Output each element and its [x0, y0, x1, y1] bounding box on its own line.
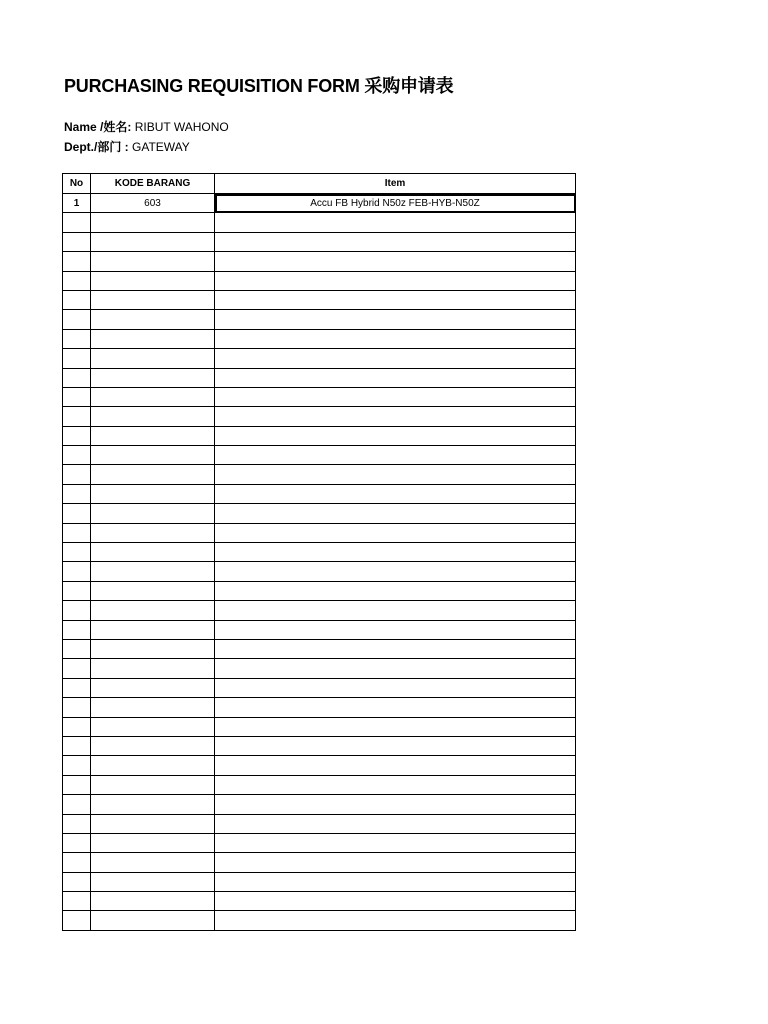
row-kode-cell[interactable]: [91, 581, 215, 600]
table-row[interactable]: [63, 756, 576, 775]
header-kode-barang: KODE BARANG: [91, 174, 215, 194]
row-kode-cell[interactable]: [91, 736, 215, 755]
row-kode-cell[interactable]: [91, 523, 215, 542]
row-no-cell[interactable]: [63, 872, 91, 891]
table-row[interactable]: [63, 814, 576, 833]
row-kode-cell[interactable]: [91, 911, 215, 930]
table-row[interactable]: [63, 446, 576, 465]
row-item-cell[interactable]: [215, 620, 576, 639]
row-kode-cell[interactable]: [91, 484, 215, 503]
table-row[interactable]: [63, 426, 576, 445]
row-no-cell[interactable]: [63, 290, 91, 309]
row-item-cell[interactable]: [215, 446, 576, 465]
table-row[interactable]: [63, 639, 576, 658]
row-kode-cell[interactable]: [91, 465, 215, 484]
row-item-cell[interactable]: [215, 504, 576, 523]
row-kode-cell[interactable]: [91, 543, 215, 562]
row-item-cell[interactable]: [215, 911, 576, 930]
row-kode-cell[interactable]: [91, 329, 215, 348]
table-row[interactable]: [63, 232, 576, 251]
row-item-cell[interactable]: [215, 271, 576, 290]
row-item-cell[interactable]: [215, 814, 576, 833]
row-item-cell[interactable]: [215, 853, 576, 872]
row-kode-cell[interactable]: [91, 387, 215, 406]
row-no-cell[interactable]: 1: [63, 194, 91, 213]
requester-name-line: [64, 118, 229, 135]
row-item-cell[interactable]: [215, 698, 576, 717]
row-kode-cell[interactable]: [91, 872, 215, 891]
table-row[interactable]: [63, 717, 576, 736]
row-item-cell[interactable]: [215, 213, 576, 232]
row-no-cell[interactable]: [63, 795, 91, 814]
row-no-cell[interactable]: [63, 717, 91, 736]
row-item-cell[interactable]: [215, 407, 576, 426]
row-kode-cell[interactable]: [91, 349, 215, 368]
row-kode-cell[interactable]: [91, 310, 215, 329]
row-no-cell[interactable]: [63, 252, 91, 271]
row-item-cell[interactable]: [215, 659, 576, 678]
row-no-cell[interactable]: [63, 698, 91, 717]
table-row[interactable]: [63, 290, 576, 309]
row-kode-cell[interactable]: [91, 213, 215, 232]
row-kode-cell[interactable]: [91, 290, 215, 309]
row-no-cell[interactable]: [63, 833, 91, 852]
table-row[interactable]: [63, 194, 576, 213]
table-row[interactable]: [63, 601, 576, 620]
row-item-cell[interactable]: [215, 232, 576, 251]
table-row[interactable]: [63, 252, 576, 271]
table-row[interactable]: [63, 349, 576, 368]
row-kode-cell[interactable]: [91, 678, 215, 697]
row-item-cell[interactable]: [215, 601, 576, 620]
row-item-cell[interactable]: [215, 349, 576, 368]
table-row[interactable]: [63, 484, 576, 503]
row-item-cell[interactable]: [215, 387, 576, 406]
table-row[interactable]: [63, 892, 576, 911]
row-no-cell[interactable]: [63, 213, 91, 232]
row-kode-cell[interactable]: [91, 232, 215, 251]
row-no-cell[interactable]: [63, 892, 91, 911]
table-row[interactable]: [63, 678, 576, 697]
row-kode-cell[interactable]: [91, 775, 215, 794]
row-item-cell[interactable]: [215, 795, 576, 814]
row-no-cell[interactable]: [63, 911, 91, 930]
row-item-cell[interactable]: [215, 639, 576, 658]
row-item-cell[interactable]: [215, 756, 576, 775]
row-item-cell[interactable]: [215, 426, 576, 445]
table-row[interactable]: [63, 465, 576, 484]
table-row[interactable]: [63, 368, 576, 387]
row-kode-cell[interactable]: [91, 698, 215, 717]
table-row[interactable]: [63, 523, 576, 542]
row-kode-cell[interactable]: [91, 562, 215, 581]
row-no-cell[interactable]: [63, 639, 91, 658]
row-no-cell[interactable]: [63, 814, 91, 833]
table-row[interactable]: [63, 407, 576, 426]
row-no-cell[interactable]: [63, 407, 91, 426]
table-row[interactable]: [63, 698, 576, 717]
row-item-cell[interactable]: [215, 872, 576, 891]
row-kode-cell[interactable]: [91, 756, 215, 775]
row-no-cell[interactable]: [63, 465, 91, 484]
row-kode-cell[interactable]: [91, 446, 215, 465]
table-row[interactable]: [63, 833, 576, 852]
row-no-cell[interactable]: [63, 581, 91, 600]
row-item-cell[interactable]: [215, 717, 576, 736]
row-no-cell[interactable]: [63, 775, 91, 794]
row-item-cell[interactable]: [215, 562, 576, 581]
row-no-cell[interactable]: [63, 426, 91, 445]
table-row[interactable]: [63, 329, 576, 348]
table-row[interactable]: [63, 504, 576, 523]
row-no-cell[interactable]: [63, 523, 91, 542]
row-kode-cell[interactable]: [91, 271, 215, 290]
row-kode-cell[interactable]: [91, 407, 215, 426]
row-no-cell[interactable]: [63, 543, 91, 562]
row-item-cell[interactable]: [215, 543, 576, 562]
row-kode-cell[interactable]: [91, 892, 215, 911]
header-no: No: [63, 174, 91, 194]
table-row[interactable]: [63, 310, 576, 329]
row-item-cell[interactable]: [215, 736, 576, 755]
row-no-cell[interactable]: [63, 232, 91, 251]
row-no-cell[interactable]: [63, 310, 91, 329]
table-row[interactable]: [63, 736, 576, 755]
row-no-cell[interactable]: [63, 446, 91, 465]
table-row[interactable]: [63, 543, 576, 562]
row-item-cell[interactable]: [215, 310, 576, 329]
row-kode-cell[interactable]: [91, 853, 215, 872]
row-no-cell[interactable]: [63, 329, 91, 348]
row-no-cell[interactable]: [63, 484, 91, 503]
requisition-table: [62, 173, 576, 931]
row-item-cell[interactable]: [215, 368, 576, 387]
row-no-cell[interactable]: [63, 601, 91, 620]
row-item-cell[interactable]: [215, 484, 576, 503]
row-kode-cell[interactable]: [91, 717, 215, 736]
row-item-cell[interactable]: [215, 833, 576, 852]
row-item-cell[interactable]: [215, 775, 576, 794]
row-no-cell[interactable]: [63, 659, 91, 678]
row-no-cell[interactable]: [63, 504, 91, 523]
table-row[interactable]: [63, 659, 576, 678]
form-title: PURCHASING REQUISITION FORM 采购申请表: [64, 76, 454, 96]
name-value: RIBUT WAHONO: [134, 120, 229, 134]
row-item-cell[interactable]: [215, 290, 576, 309]
row-kode-cell[interactable]: [91, 426, 215, 445]
row-kode-cell[interactable]: [91, 659, 215, 678]
table-row[interactable]: [63, 271, 576, 290]
row-item-cell[interactable]: [215, 678, 576, 697]
header-item: Item: [215, 174, 576, 194]
table-row[interactable]: [63, 911, 576, 930]
row-kode-cell[interactable]: 603: [91, 194, 215, 213]
row-kode-cell[interactable]: [91, 601, 215, 620]
row-no-cell[interactable]: [63, 678, 91, 697]
row-kode-cell[interactable]: [91, 368, 215, 387]
row-no-cell[interactable]: [63, 853, 91, 872]
row-no-cell[interactable]: [63, 387, 91, 406]
dept-label: Dept./部门 :: [64, 140, 129, 154]
row-item-cell[interactable]: [215, 581, 576, 600]
row-no-cell[interactable]: [63, 368, 91, 387]
table-row[interactable]: [63, 775, 576, 794]
row-item-cell[interactable]: [215, 329, 576, 348]
row-kode-cell[interactable]: [91, 252, 215, 271]
row-item-cell[interactable]: Accu FB Hybrid N50z FEB-HYB-N50Z: [215, 194, 576, 213]
dept-value: GATEWAY: [132, 140, 190, 154]
table-row[interactable]: [63, 872, 576, 891]
row-no-cell[interactable]: [63, 620, 91, 639]
table-row[interactable]: [63, 853, 576, 872]
row-item-cell[interactable]: [215, 523, 576, 542]
department-line: [64, 138, 190, 155]
row-item-cell[interactable]: [215, 252, 576, 271]
row-kode-cell[interactable]: [91, 833, 215, 852]
row-no-cell[interactable]: [63, 562, 91, 581]
row-no-cell[interactable]: [63, 349, 91, 368]
table-row[interactable]: [63, 387, 576, 406]
row-no-cell[interactable]: [63, 736, 91, 755]
table-row[interactable]: [63, 213, 576, 232]
table-header-row: [63, 174, 576, 194]
row-kode-cell[interactable]: [91, 620, 215, 639]
row-kode-cell[interactable]: [91, 504, 215, 523]
name-label: Name /姓名:: [64, 120, 132, 134]
table-row[interactable]: [63, 562, 576, 581]
row-item-cell[interactable]: [215, 892, 576, 911]
table-row[interactable]: [63, 795, 576, 814]
row-no-cell[interactable]: [63, 271, 91, 290]
table-row[interactable]: [63, 620, 576, 639]
row-kode-cell[interactable]: [91, 814, 215, 833]
row-kode-cell[interactable]: [91, 795, 215, 814]
row-no-cell[interactable]: [63, 756, 91, 775]
table-row[interactable]: [63, 581, 576, 600]
row-item-cell[interactable]: [215, 465, 576, 484]
row-kode-cell[interactable]: [91, 639, 215, 658]
